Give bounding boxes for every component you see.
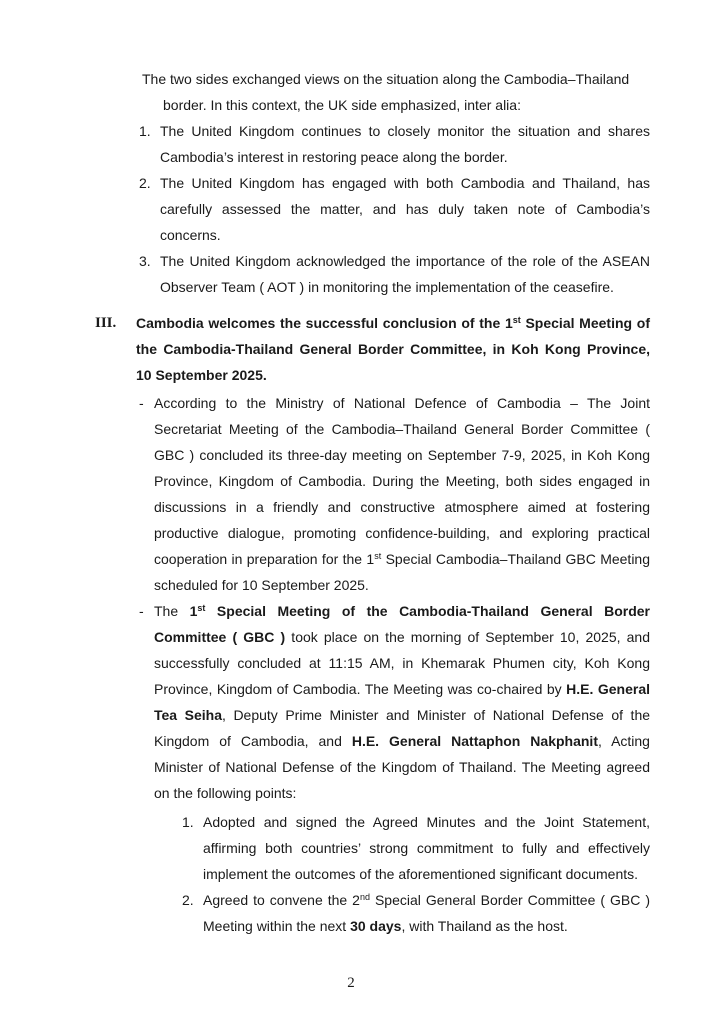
agreed-points-list <box>182 809 650 939</box>
list-item-text: carefully assessed the matter, and has duly taken note of Cambodia’s concerns. <box>160 201 650 243</box>
bullet-dash: - <box>139 395 144 411</box>
text: practical cooperation in preparation for the 1 <box>154 525 650 567</box>
text: , with Thailand as the host. <box>401 918 568 934</box>
text: , Deputy Prime Minister and Minister of National Defense <box>222 707 604 723</box>
superscript: st <box>374 551 382 561</box>
intro-line-1: The two sides exchanged views on the situation along the Cambodia–Thailand <box>142 71 630 87</box>
list-item <box>139 118 650 170</box>
list-item <box>182 887 650 939</box>
bullet-line: agreed on the following points: <box>154 759 650 801</box>
bold-text: Committee ( GBC ) <box>154 629 286 645</box>
uk-points-list <box>139 118 650 300</box>
bullet-line: engaged in discussions in a friendly and constructive atmosphere aimed at <box>154 473 650 515</box>
superscript: nd <box>359 892 370 902</box>
list-number: 2. <box>139 175 151 191</box>
bold-text: Special Meeting of the Cambodia-Thailand General Border <box>205 603 650 619</box>
bold-text: H.E. General Nattaphon Nakphanit <box>351 733 598 749</box>
list-item <box>139 170 650 248</box>
list-item-text: Adopted and signed the Agreed Minutes and the Joint Statement, <box>203 814 650 830</box>
list-number: 2. <box>182 892 194 908</box>
heading-line-2: Cambodia-Thailand General Border Committee, in Koh Kong Province, 10 <box>136 341 651 383</box>
bullet-item <box>139 598 650 806</box>
bullet-item <box>139 390 650 598</box>
bullet-dash: - <box>139 603 144 619</box>
list-item-text: Observer Team ( AOT ) in monitoring the implementation of the ceasefire. <box>160 279 614 295</box>
list-number: 1. <box>139 123 151 139</box>
section-numeral: III. <box>95 315 117 331</box>
list-item <box>139 248 650 300</box>
bullet-line: Kong Province, Kingdom of Cambodia. During the Meeting, both sides <box>154 447 651 489</box>
bullet-line: GBC Meeting scheduled for 10 September 2025. <box>154 551 651 593</box>
text: The <box>154 603 190 619</box>
text: Special Cambodia–Thailand <box>381 551 562 567</box>
bullet-line: According to the Ministry of National Defence of Cambodia – The Joint <box>154 395 650 411</box>
page-number: 2 <box>347 975 355 991</box>
list-item-text: affirming both countries’ strong commitment to fully and effectively <box>203 840 650 856</box>
bullet-line: Acting Minister of National Defense of the Kingdom of Thailand. The Meeting <box>154 733 650 775</box>
bold-text: General Tea Seiha <box>154 681 650 723</box>
list-item-text: The United Kingdom continues to closely monitor the situation and shares <box>160 123 650 139</box>
intro-line-2: border. In this context, the UK side emphasized, inter alia: <box>163 97 521 113</box>
list-number: 3. <box>139 253 151 269</box>
text: Agreed to convene the 2 <box>203 892 360 908</box>
text: Meeting within the next <box>203 918 351 934</box>
heading-text: Cambodia welcomes the successful conclusion of the 1 <box>136 315 513 331</box>
section-heading <box>95 310 650 388</box>
bold-text: H.E. <box>566 681 594 697</box>
superscript: st <box>197 603 206 613</box>
text: took place on the morning of September 10, 2025, and <box>285 629 651 645</box>
text: of the Kingdom of Cambodia, and <box>154 707 651 749</box>
text: Special General Border Committee ( GBC ) <box>369 892 650 908</box>
bullet-line: Secretariat Meeting of the Cambodia–Thailand General Border Committee <box>154 421 639 437</box>
heading-text: Special Meeting of the <box>136 315 650 357</box>
list-item <box>182 809 650 887</box>
bullet-line: successfully concluded at 11:15 AM, in Khemarak Phumen city, Koh Kong <box>154 655 650 671</box>
superscript: st <box>512 315 521 325</box>
list-item-text: implement the outcomes of the aforementioned significant documents. <box>203 866 639 882</box>
list-item-text: The United Kingdom has engaged with both Cambodia and Thailand, has <box>160 175 650 191</box>
heading-block <box>95 310 650 388</box>
text: , <box>597 733 602 749</box>
bullet-line: fostering productive dialogue, promoting confidence-building, and exploring <box>154 499 650 541</box>
text: Province, Kingdom of Cambodia. The Meeting was co-chaired by <box>154 681 567 697</box>
bold-text: 30 days <box>350 918 402 934</box>
bold-text: 1 <box>189 603 198 619</box>
list-item-text: The United Kingdom acknowledged the importance of the role of the ASEAN <box>160 253 650 269</box>
bullet-line: ( GBC ) concluded its three-day meeting on September 7-9, 2025, in Koh <box>154 421 650 463</box>
list-item-text: Cambodia’s interest in restoring peace along the border. <box>160 149 508 165</box>
intro-paragraph <box>142 66 642 118</box>
heading-line-3: September 2025. <box>155 367 267 383</box>
list-number: 1. <box>182 814 194 830</box>
bullet-list <box>139 390 650 806</box>
